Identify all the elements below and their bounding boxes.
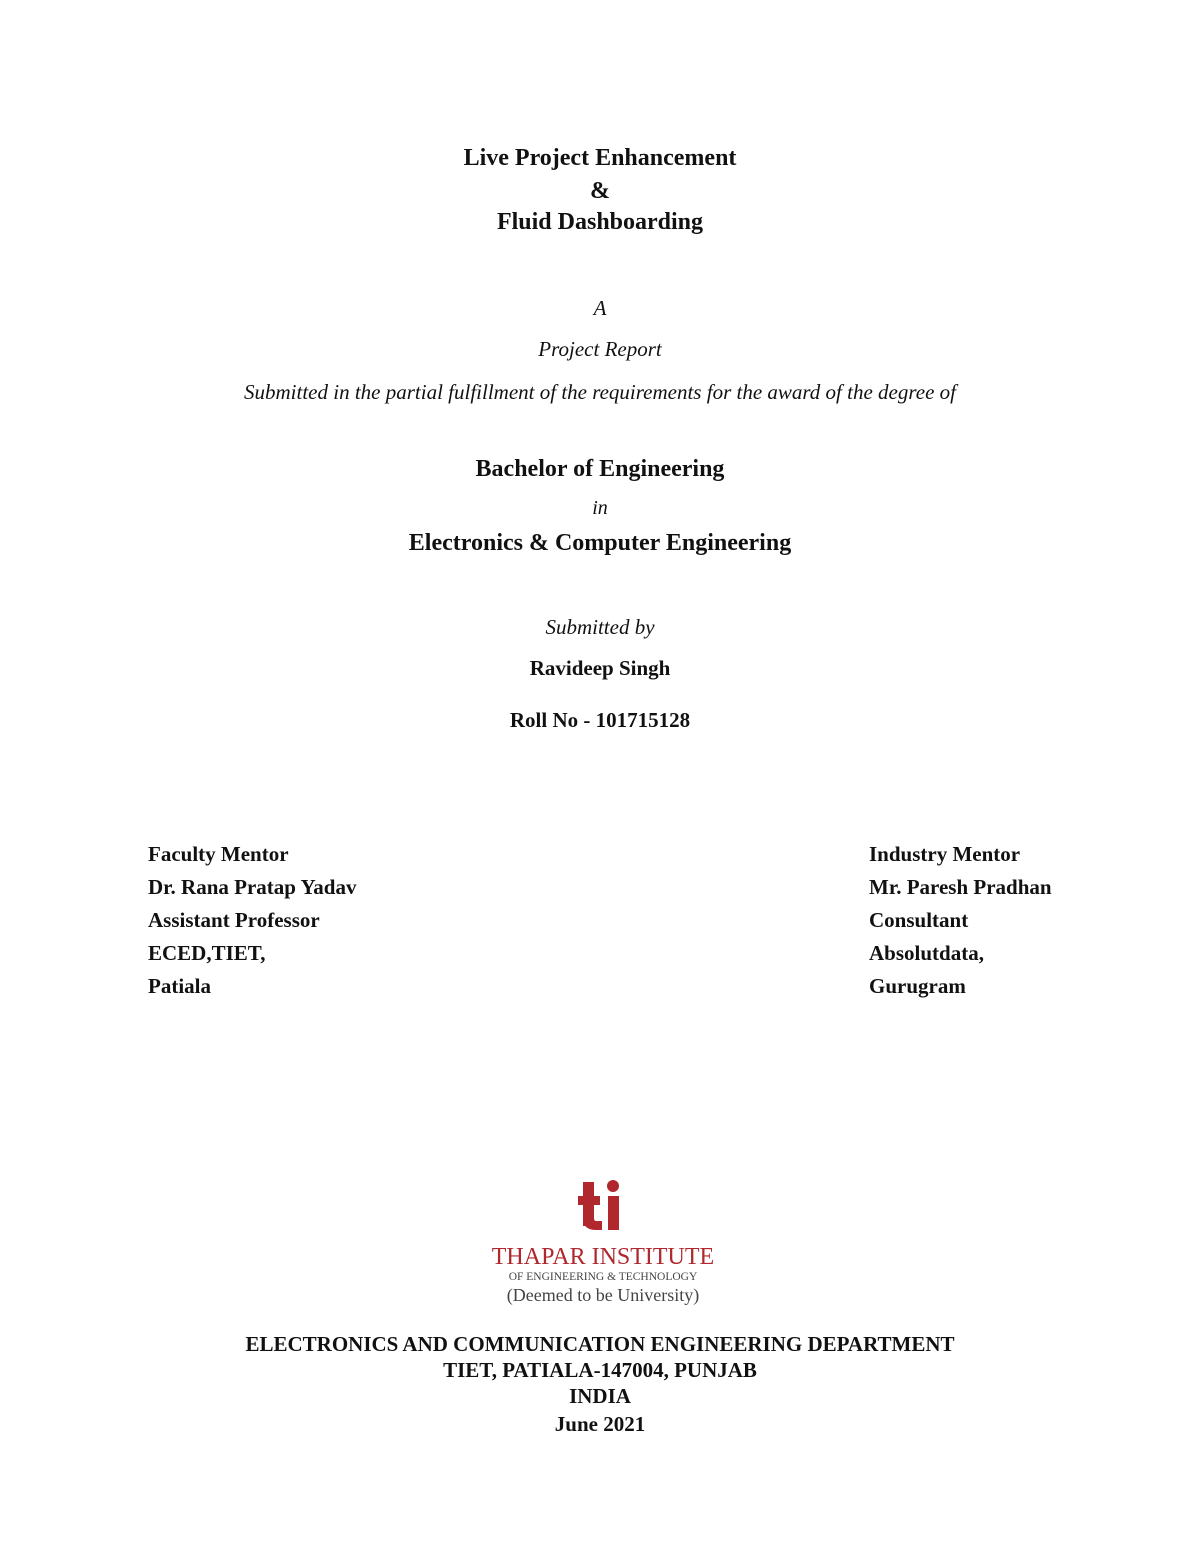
report-title-line-2: Fluid Dashboarding (496, 209, 704, 235)
degree-branch: Electronics & Computer Engineering (408, 530, 792, 556)
logo-wordmark: THAPAR INSTITUTE (491, 1244, 715, 1270)
article-a: A (593, 296, 607, 320)
report-title-line-1: Live Project Enhancement (463, 145, 737, 171)
degree-in: in (592, 497, 608, 519)
faculty-mentor-name: Dr. Rana Pratap Yadav (148, 875, 357, 899)
logo-status: (Deemed to be University) (506, 1285, 700, 1305)
degree-name: Bachelor of Engineering (475, 456, 725, 482)
industry-mentor-city: Gurugram (869, 974, 966, 998)
thapar-institute-logo (470, 1176, 736, 1308)
student-roll-number: Roll No - 101715128 (509, 708, 691, 732)
industry-mentor-designation: Consultant (869, 908, 969, 932)
footer-department: ELECTRONICS AND COMMUNICATION ENGINEERING DEPARTMENT (245, 1332, 955, 1356)
industry-mentor-name: Mr. Paresh Pradhan (869, 875, 1052, 899)
logo-i-stem (608, 1196, 619, 1230)
logo-t-crossbar (578, 1196, 600, 1205)
submitted-by-label: Submitted by (545, 615, 655, 639)
industry-mentor-heading: Industry Mentor (869, 842, 1021, 866)
project-report-label: Project Report (538, 337, 662, 361)
footer-address: TIET, PATIALA-147004, PUNJAB (443, 1358, 757, 1382)
logo-i-dot (607, 1180, 619, 1192)
faculty-mentor-city: Patiala (148, 974, 211, 998)
submission-statement: Submitted in the partial fulfillment of the requirements for the award of the degree of (244, 380, 956, 404)
faculty-mentor-block (148, 838, 356, 1003)
logo-subtitle: OF ENGINEERING & TECHNOLOGY (508, 1271, 698, 1283)
logo-t-foot (583, 1218, 602, 1230)
faculty-mentor-heading: Faculty Mentor (148, 842, 289, 866)
faculty-mentor-department: ECED,TIET, (148, 941, 266, 965)
industry-mentor-block (869, 838, 1052, 1003)
faculty-mentor-designation: Assistant Professor (148, 908, 320, 932)
footer-country: INDIA (569, 1384, 631, 1408)
report-title-ampersand: & (590, 178, 610, 204)
industry-mentor-company: Absolutdata, (869, 941, 984, 965)
footer-date: June 2021 (554, 1412, 646, 1436)
student-name: Ravideep Singh (529, 656, 671, 680)
